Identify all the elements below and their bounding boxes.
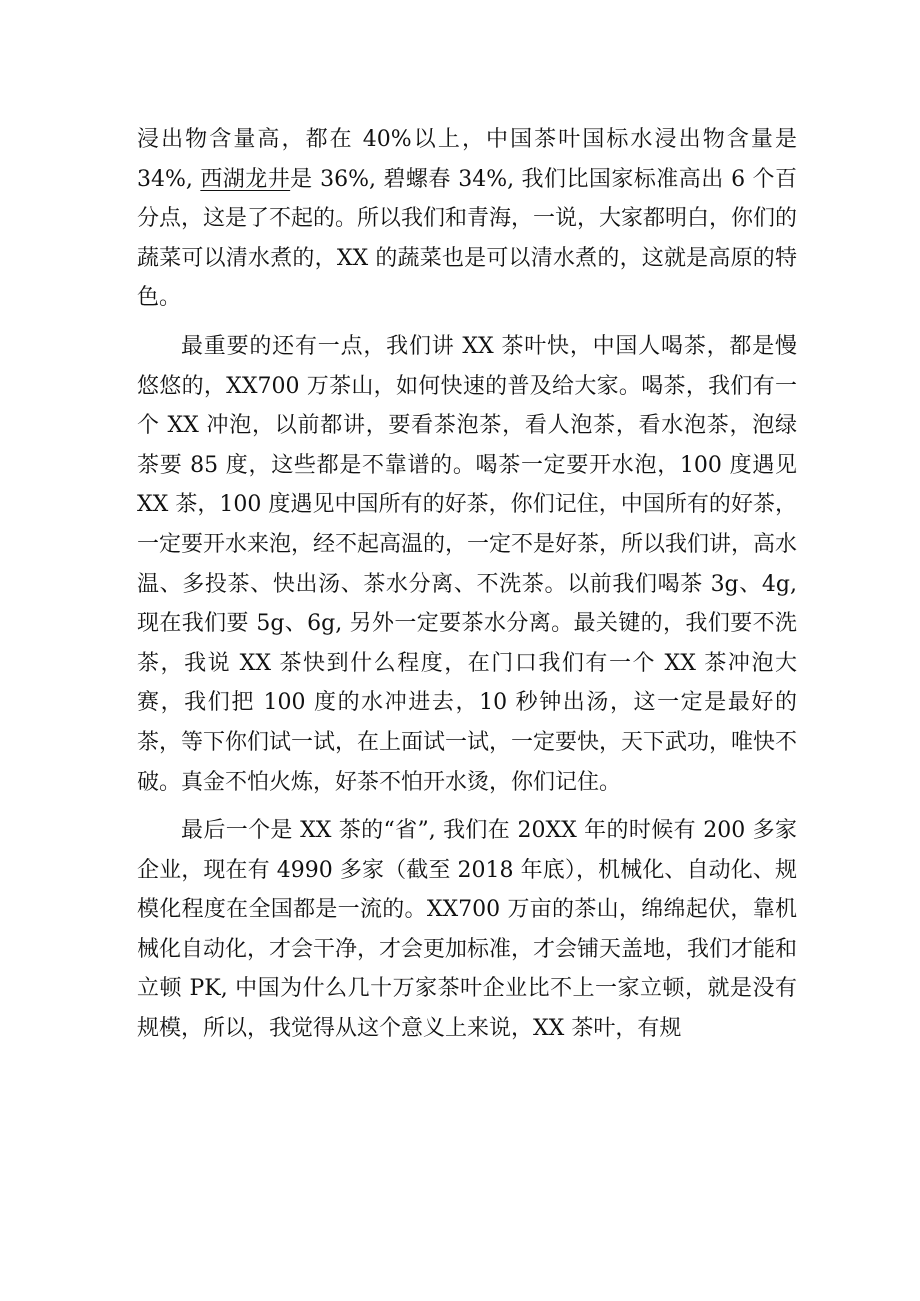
paragraph-2	[137, 327, 797, 802]
paragraph-1-text-cont: 是 36%, 碧螺春 34%, 我们比国家标准高出 6 个百分点，这是了不起的。所以我们和青海，一说，大家都明白，你们的蔬菜可以清水煮的，XX 的蔬菜也是可以清水煮的，这就是高原的特色。	[137, 166, 798, 311]
paragraph-3	[137, 811, 797, 1049]
xihu-longjing-link[interactable]: 西湖龙井	[200, 166, 291, 192]
paragraph-1-text: 浸出物含量高，都在 40%以上，中国茶叶国标水浸出物含量是 34%,	[137, 127, 797, 192]
paragraph-3-text: 最后一个是 XX 茶的“省”, 我们在 20XX 年的时候有 200 多家企业，现在有 4990 多家（截至 2018 年底），机械化、自动化、规模化程度在全国都是一流的。XX700 万亩的茶山，绵绵起伏，靠机械化自动化，才会干净，才会更加标准，才会铺天盖地，我们才能和立顿 PK, 中国为什么几十万家茶叶企业比不上一家立顿，就是没有规模，所以，我觉得从这个意义上来说，XX 茶叶，有规	[137, 818, 798, 1042]
document-body	[137, 120, 797, 1049]
paragraph-2-text: 最重要的还有一点，我们讲 XX 茶叶快，中国人喝茶，都是慢悠悠的，XX700 万茶山，如何快速的普及给大家。喝茶，我们有一个 XX 冲泡，以前都讲，要看茶泡茶，看人泡茶，看水泡茶，泡绿茶要 85 度，这些都是不靠谱的。喝茶一定要开水泡，100 度遇见 XX 茶，100 度遇见中国所有的好茶，你们记住，中国所有的好茶，一定要开水来泡，经不起高温的，一定不是好茶，所以我们讲，高水温、多投茶、快出汤、茶水分离、不洗茶。以前我们喝茶 3g、4g, 现在我们要 5g、6g, 另外一定要茶水分离。最关键的，我们要不洗茶，我说 XX 茶快到什么程度，在门口我们有一个 XX 茶冲泡大赛，我们把 100 度的水冲进去，10 秒钟出汤，这一定是最好的茶，等下你们试一试，在上面试一试，一定要快，天下武功，唯快不破。真金不怕火炼，好茶不怕开水烫，你们记住。	[137, 333, 798, 795]
paragraph-1	[137, 120, 797, 318]
